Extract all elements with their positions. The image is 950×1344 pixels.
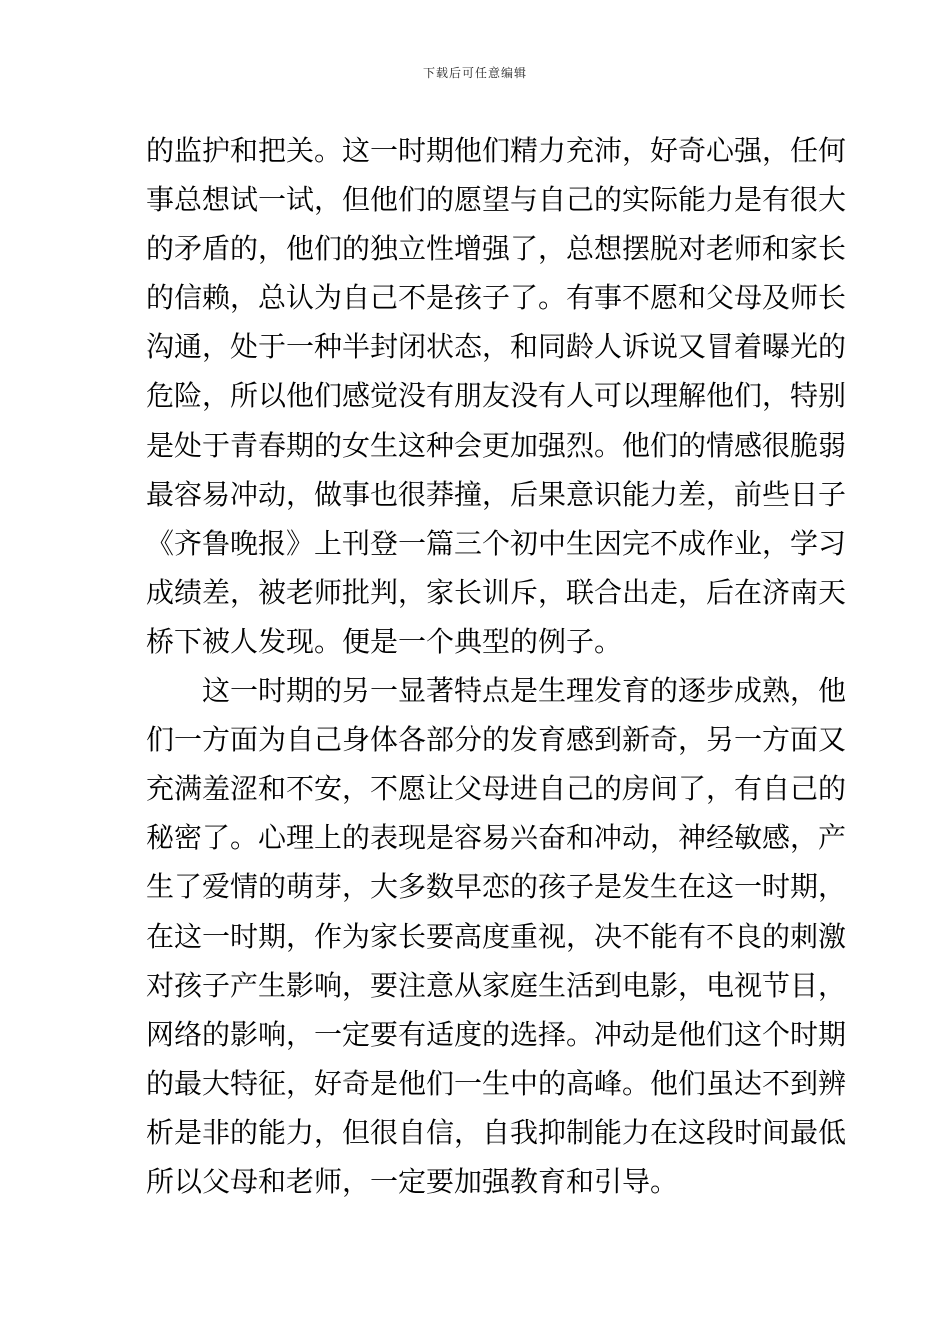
text-line: 的监护和把关。这一时期他们精力充沛，好奇心强，任何 (146, 134, 847, 167)
text-line: 生了爱情的萌芽，大多数早恋的孩子是发生在这一时期， (146, 870, 847, 904)
paragraph-end-line: 所以父母和老师，一定要加强教育和引导。 (146, 1164, 679, 1198)
text-line: 析是非的能力，但很自信，自我抑制能力在这段时间最低 (146, 1115, 847, 1149)
header-note: 下载后可任意编辑 (422, 66, 527, 80)
text-line: 对孩子产生影响，要注意从家庭生活到电影，电视节目， (146, 968, 847, 1002)
text-line: 在这一时期，作为家长要高度重视，决不能有不良的刺激 (146, 919, 847, 953)
text-line: 网络的影响，一定要有适度的选择。冲动是他们这个时期 (146, 1017, 847, 1051)
text-line: 充满羞涩和不安，不愿让父母进自己的房间了，有自己的 (146, 772, 847, 806)
text-line: 这一时期的另一显著特点是生理发育的逐步成熟，他 (146, 674, 847, 708)
text-line: 是处于青春期的女生这种会更加强烈。他们的情感很脆弱 (146, 428, 847, 462)
text-line: 秘密了。心理上的表现是容易兴奋和冲动，神经敏感，产 (146, 821, 847, 855)
text-line: 事总想试一试，但他们的愿望与自己的实际能力是有很大 (146, 183, 847, 217)
text-line: 成绩差，被老师批判，家长训斥，联合出走，后在济南天 (146, 575, 847, 609)
text-line: 的最大特征，好奇是他们一生中的高峰。他们虽达不到辨 (146, 1066, 847, 1100)
text-line: 《齐鲁晚报》上刊登一篇三个初中生因完不成作业，学习 (146, 526, 847, 560)
text-line: 的信赖，总认为自己不是孩子了。有事不愿和父母及师长 (146, 281, 847, 315)
text-line: 最容易冲动，做事也很莽撞，后果意识能力差，前些日子 (146, 477, 847, 511)
text-line: 们一方面为自己身体各部分的发育感到新奇，另一方面又 (146, 723, 847, 757)
text-line: 危险，所以他们感觉没有朋友没有人可以理解他们，特别 (146, 379, 847, 413)
text-line: 的矛盾的，他们的独立性增强了，总想摆脱对老师和家长 (146, 232, 847, 266)
body-text (146, 126, 847, 1206)
paragraph-end-line: 桥下被人发现。便是一个典型的例子。 (146, 624, 623, 658)
text-line: 沟通，处于一种半封闭状态，和同龄人诉说又冒着曝光的 (146, 330, 847, 364)
